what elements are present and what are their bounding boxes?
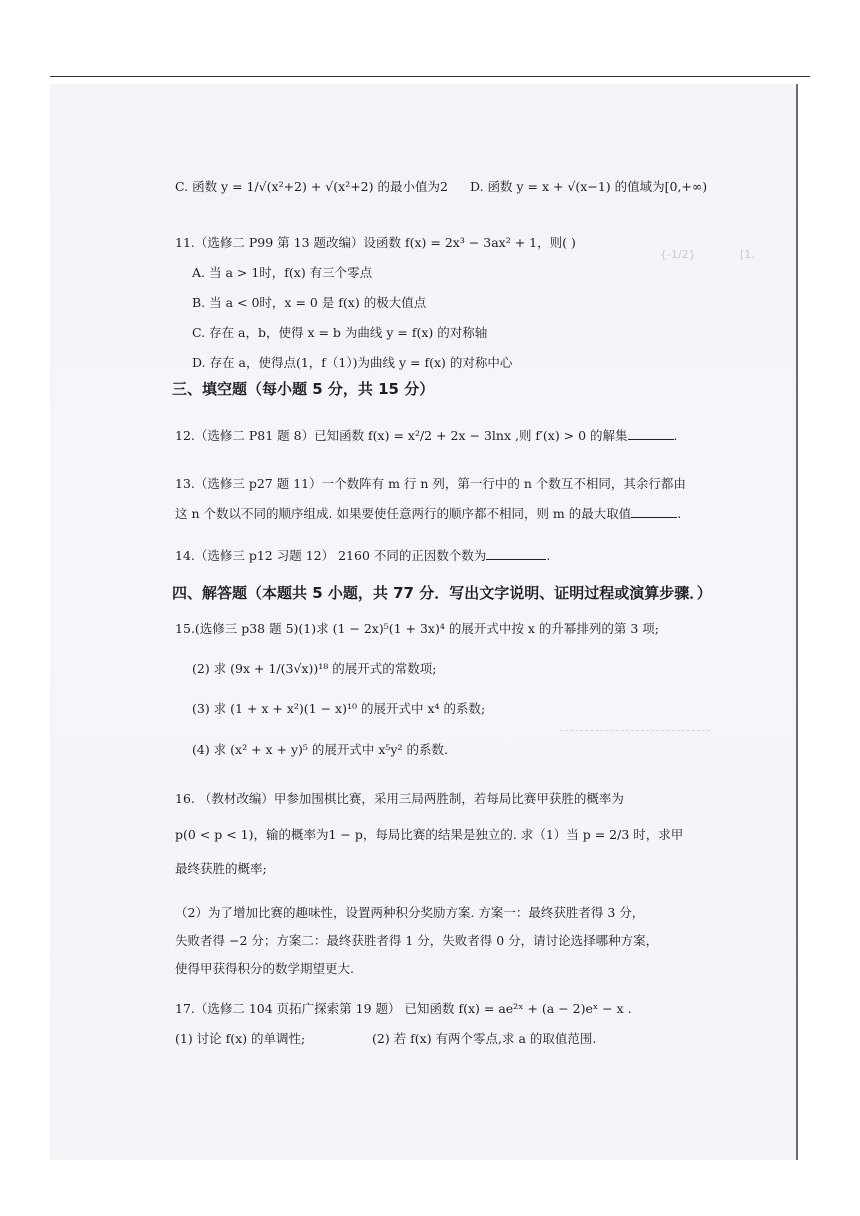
question-16-line-4: （2）为了增加比赛的趣味性，设置两种积分奖励方案. 方案一：最终获胜者得 3 分， xyxy=(175,905,645,920)
question-13-line-1: 13.（选修三 p27 题 11）一个数阵有 m 行 n 列，第一行中的 n 个数互不相同，其余行都由 xyxy=(175,476,686,491)
q11-option-d: D. 存在 a，使得点(1，f（1）)为曲线 y = f(x) 的对称中心 xyxy=(192,355,513,370)
question-12: 12.（选修二 P81 题 8）已知函数 f(x) = x²/2 + 2x − 3lnx ,则 f′(x) > 0 的解集 . xyxy=(175,428,678,443)
question-15: 15.(选修三 p38 题 5)(1)求 (1 − 2x)⁵(1 + 3x)⁴ 的展开式中按 x 的升幂排列的第 3 项; xyxy=(175,621,659,636)
bleed-through-figure xyxy=(560,690,710,731)
section-4-heading: 四、解答题（本题共 5 小题，共 77 分．写出文字说明、证明过程或演算步骤．） xyxy=(172,584,712,602)
question-16-line-1: 16. （教材改编）甲参加围棋比赛，采用三局两胜制，若每局比赛甲获胜的概率为 xyxy=(175,791,624,806)
q11-option-c: C. 存在 a，b，使得 x = b 为曲线 y = f(x) 的对称轴 xyxy=(192,325,488,340)
bleed-through-text: [1, xyxy=(740,248,755,261)
answer-blank xyxy=(631,505,677,518)
question-16-line-5: 失败者得 −2 分；方案二：最终获胜者得 1 分，失败者得 0 分，请讨论选择哪种方案， xyxy=(175,933,659,948)
q15-part-2: (2) 求 (9x + 1/(3√x))¹⁸ 的展开式的常数项; xyxy=(192,661,437,676)
q15-part-3: (3) 求 (1 + x + x²)(1 − x)¹⁰ 的展开式中 x⁴ 的系数; xyxy=(192,701,486,716)
section-3-heading: 三、填空题（每小题 5 分，共 15 分） xyxy=(172,380,435,398)
question-16-line-6: 使得甲获得积分的数学期望更大. xyxy=(175,961,354,976)
question-11: 11.（选修二 P99 第 13 题改编）设函数 f(x) = 2x³ − 3ax² + 1，则( ) xyxy=(175,235,576,250)
answer-blank xyxy=(486,547,546,560)
q15-part-4: (4) 求 (x² + x + y)⁵ 的展开式中 x⁵y² 的系数. xyxy=(192,742,448,757)
q11-option-a: A. 当 a > 1时，f(x) 有三个零点 xyxy=(192,265,373,280)
question-16-line-3: 最终获胜的概率; xyxy=(175,861,267,876)
q11-option-b: B. 当 a < 0时，x = 0 是 f(x) 的极大值点 xyxy=(192,295,427,310)
question-16-line-2: p(0 < p < 1)，输的概率为1 − p，每局比赛的结果是独立的. 求（1）当 p = 2/3 时，求甲 xyxy=(175,827,684,842)
question-14: 14.（选修三 p12 习题 12） 2160 不同的正因数个数为 . xyxy=(175,548,551,563)
question-17: 17.（选修二 104 页拓广探索第 19 题） 已知函数 f(x) = ae²ˣ + (a − 2)eˣ − x . xyxy=(175,1001,632,1016)
q17-part-2: (2) 若 f(x) 有两个零点,求 a 的取值范围. xyxy=(372,1031,597,1046)
question-13-line-2: 这 n 个数以不同的顺序组成. 如果要使任意两行的顺序都不相同，则 m 的最大取值 . xyxy=(175,506,682,521)
q17-part-1: (1) 讨论 f(x) 的单调性; xyxy=(175,1031,306,1046)
option-d-line: D. 函数 y = x + √(x−1) 的值域为[0,+∞) xyxy=(470,179,708,194)
top-rule xyxy=(50,76,810,77)
bleed-through-text: {-1/2} xyxy=(660,248,696,261)
answer-blank xyxy=(628,427,674,440)
option-c-line: C. 函数 y = 1/√(x²+2) + √(x²+2) 的最小值为2 xyxy=(175,179,448,194)
